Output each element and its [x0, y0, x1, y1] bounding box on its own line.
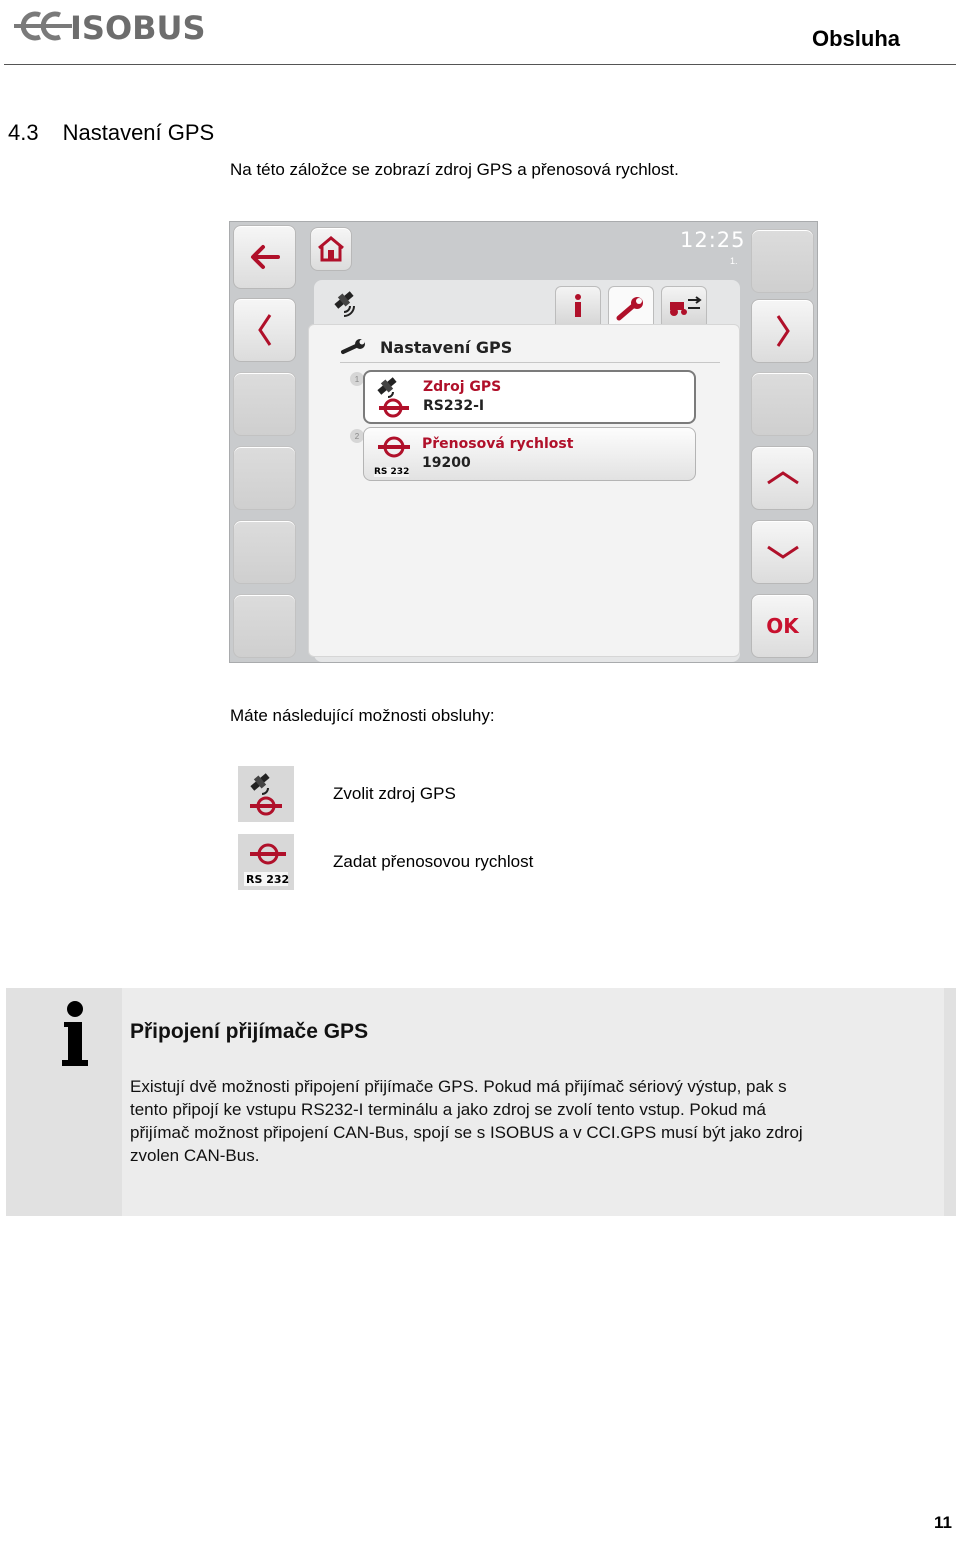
gps-source-icon [369, 372, 423, 422]
info-line: zvolen CAN-Bus. [130, 1146, 260, 1165]
baud-rate-icon [238, 834, 294, 890]
chevron-right-icon [773, 313, 793, 349]
baud-rate-row[interactable] [363, 427, 696, 481]
softkey-empty-3[interactable] [233, 520, 296, 584]
gps-source-row[interactable] [363, 370, 696, 424]
row-number-2: 2 [350, 429, 364, 443]
section-number: 4.3 [8, 120, 39, 145]
softkey-empty-4[interactable] [233, 594, 296, 658]
section-intro: Na této záložce se zobrazí zdroj GPS a přenosová rychlost. [230, 160, 679, 179]
option-gps-source-label: Zvolit zdroj GPS [333, 784, 456, 803]
clock: 12:25 [680, 228, 746, 252]
tab-info[interactable] [555, 286, 601, 326]
info-icon [571, 293, 585, 319]
gps-satellite-icon [330, 288, 362, 323]
softkey-empty-2[interactable] [233, 446, 296, 510]
panel-header [340, 336, 512, 358]
header-divider [4, 64, 956, 65]
back-button[interactable] [233, 225, 296, 289]
softkey-empty-right-2[interactable] [751, 372, 814, 436]
ok-button[interactable] [751, 594, 814, 658]
scroll-up-button[interactable] [751, 446, 814, 510]
next-button[interactable] [751, 299, 814, 363]
softkey-empty-1[interactable] [233, 372, 296, 436]
softkey-empty-right-1[interactable] [751, 229, 814, 293]
info-title: Připojení přijímače GPS [130, 1020, 369, 1043]
baud-rate-icon [368, 429, 422, 479]
rs232-tag: RS 232 [374, 467, 410, 477]
previous-button[interactable] [233, 298, 296, 362]
row-number-1: 1 [350, 372, 364, 386]
panel-divider [340, 362, 720, 363]
ok-label: OK [766, 614, 799, 638]
info-icon [58, 1000, 92, 1075]
rs232-tag: RS 232 [246, 873, 290, 886]
home-icon [316, 235, 346, 263]
tractor-icon [666, 294, 702, 318]
header-title: Obsluha [811, 26, 900, 51]
chevron-down-icon [765, 542, 801, 562]
info-line: tento připojí ke vstupu RS232-I terminálu a jako zdroj se zvolí tento vstup. Pokud má [130, 1100, 766, 1119]
panel-title: Nastavení GPS [380, 337, 513, 357]
cc-isobus-logo [10, 6, 220, 46]
gps-source-label: Zdroj GPS [423, 379, 502, 395]
tab-tractor[interactable] [661, 286, 707, 326]
chevron-up-icon [765, 468, 801, 488]
info-text [130, 1075, 930, 1167]
wrench-icon [340, 336, 368, 358]
section-heading [8, 120, 214, 146]
gps-source-value: RS232-I [423, 398, 485, 414]
gps-source-icon [238, 766, 294, 822]
section-title: Nastavení GPS [62, 120, 215, 145]
arrow-left-icon [248, 242, 282, 272]
clock-sub: 1. [730, 256, 738, 266]
info-line: přijímač možnost připojení CAN-Bus, spojí se s ISOBUS a v CCI.GPS musí být jako zdroj [130, 1123, 803, 1142]
baud-rate-label: Přenosová rychlost [422, 436, 574, 452]
svg-text:ISOBUS: ISOBUS [70, 9, 206, 45]
option-baud-rate-label: Zadat přenosovou rychlost [333, 852, 534, 871]
home-button[interactable] [310, 227, 352, 271]
baud-rate-value: 19200 [422, 455, 471, 471]
wrench-icon [615, 294, 647, 322]
tab-settings[interactable] [608, 286, 654, 328]
options-intro: Máte následující možnosti obsluhy: [230, 706, 495, 725]
page-number: 11 [934, 1513, 952, 1532]
scroll-down-button[interactable] [751, 520, 814, 584]
terminal-screenshot [229, 221, 818, 663]
info-line: Existují dvě možnosti připojení přijímače GPS. Pokud má přijímač sériový výstup, pak s [130, 1077, 787, 1096]
chevron-left-icon [255, 312, 275, 348]
logo-graphic [10, 7, 220, 45]
